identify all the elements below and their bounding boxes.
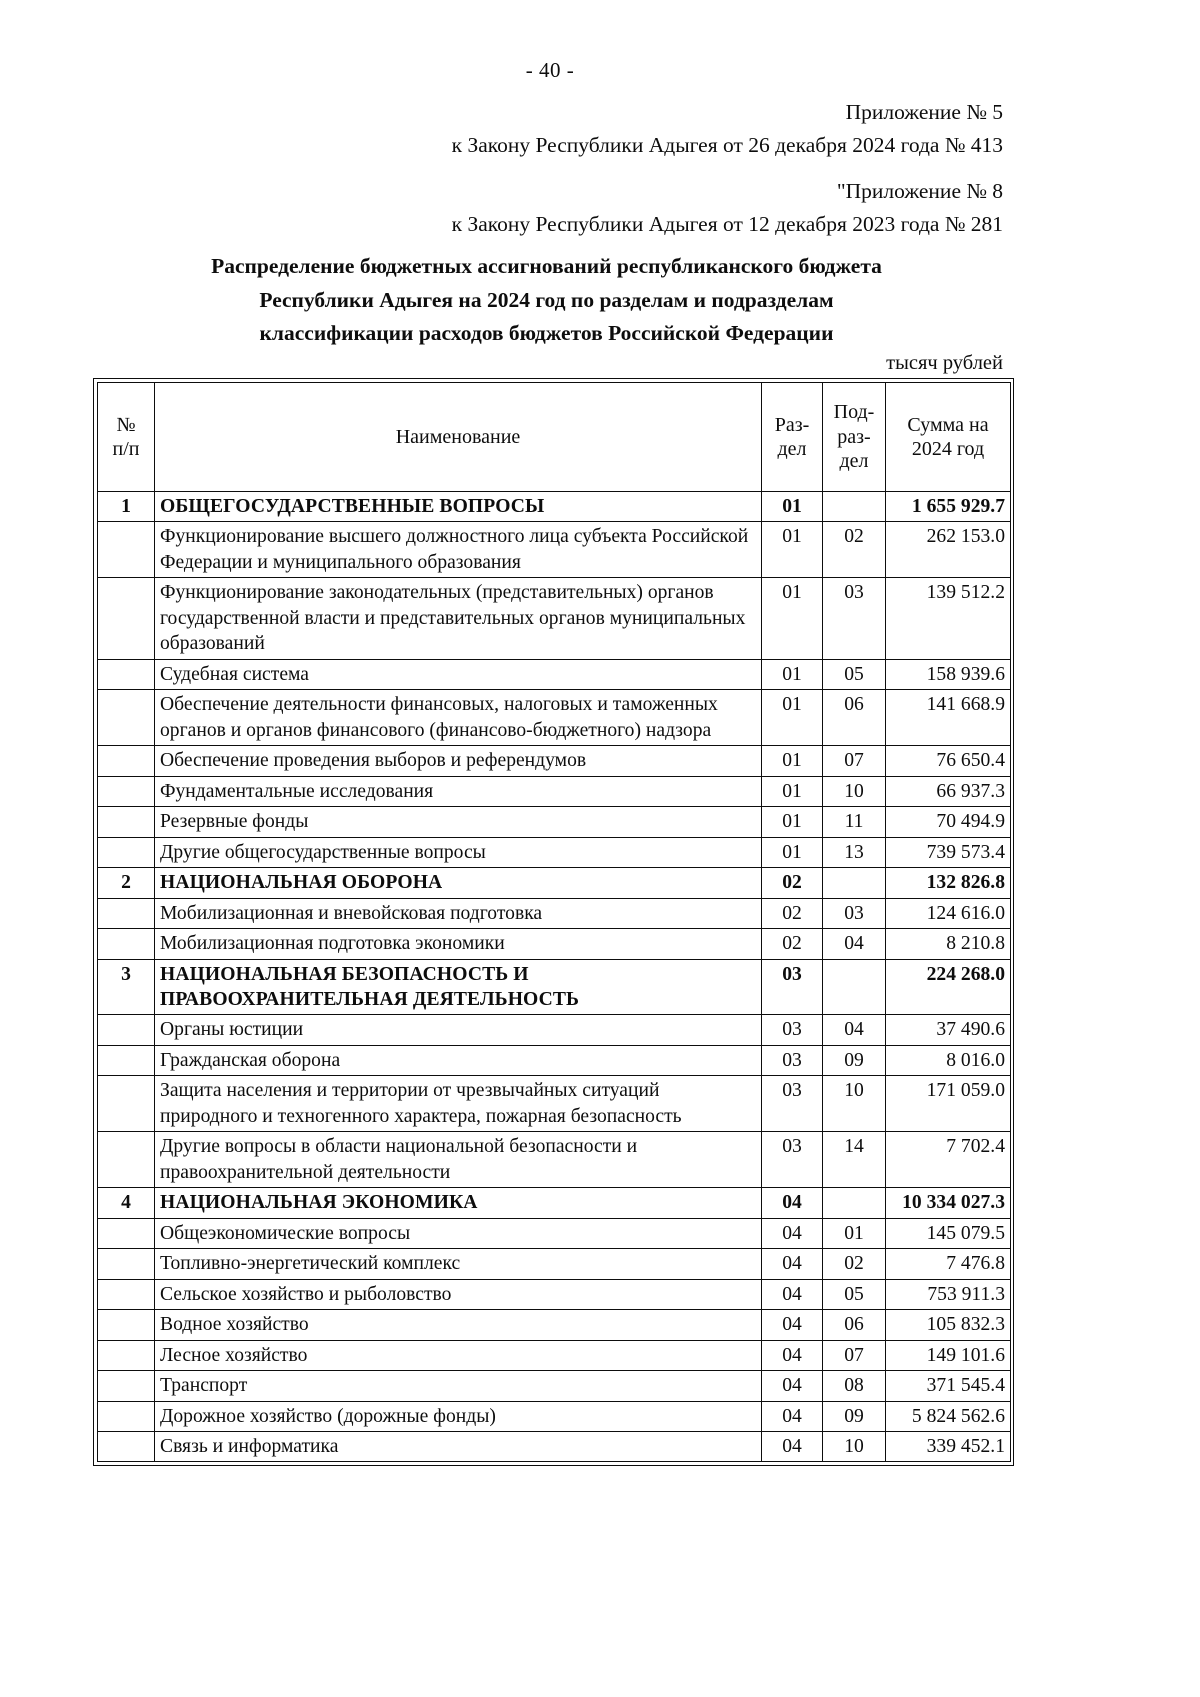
cell-sum: 1 655 929.7 xyxy=(886,492,1011,522)
cell-number xyxy=(98,898,155,928)
cell-number xyxy=(98,1340,155,1370)
cell-razdel: 04 xyxy=(762,1340,823,1370)
cell-razdel: 03 xyxy=(762,959,823,1015)
table-row xyxy=(98,929,1011,959)
cell-number xyxy=(98,1310,155,1340)
cell-podrazdel xyxy=(823,1188,886,1218)
table-body xyxy=(98,492,1011,1462)
cell-razdel: 03 xyxy=(762,1015,823,1045)
cell-number xyxy=(98,1249,155,1279)
cell-razdel: 03 xyxy=(762,1132,823,1188)
cell-name: Судебная система xyxy=(155,659,762,689)
cell-number xyxy=(98,1279,155,1309)
cell-name: Обеспечение проведения выборов и референдумов xyxy=(155,746,762,776)
table-row xyxy=(98,1371,1011,1401)
cell-podrazdel: 11 xyxy=(823,807,886,837)
page-title-line-1: Распределение бюджетных ассигнований республиканского бюджета xyxy=(211,254,882,278)
column-header-podrazdel xyxy=(823,383,886,492)
page-title-line-2: Республики Адыгея на 2024 год по разделам и подразделам xyxy=(259,287,834,312)
cell-name: Фундаментальные исследования xyxy=(155,776,762,806)
cell-number xyxy=(98,1371,155,1401)
cell-podrazdel: 10 xyxy=(823,1432,886,1462)
cell-number: 1 xyxy=(98,492,155,522)
cell-sum: 7 702.4 xyxy=(886,1132,1011,1188)
appendix-reference-original xyxy=(452,175,1003,240)
cell-name: НАЦИОНАЛЬНАЯ ЭКОНОМИКА xyxy=(155,1188,762,1218)
cell-razdel: 04 xyxy=(762,1401,823,1431)
cell-podrazdel xyxy=(823,492,886,522)
cell-podrazdel: 02 xyxy=(823,522,886,578)
cell-sum: 141 668.9 xyxy=(886,690,1011,746)
cell-number xyxy=(98,578,155,659)
cell-number xyxy=(98,929,155,959)
cell-number xyxy=(98,776,155,806)
cell-sum: 105 832.3 xyxy=(886,1310,1011,1340)
table-row xyxy=(98,1279,1011,1309)
cell-sum: 7 476.8 xyxy=(886,1249,1011,1279)
cell-number xyxy=(98,807,155,837)
column-header-razdel-line2: дел xyxy=(777,438,807,460)
cell-sum: 132 826.8 xyxy=(886,868,1011,898)
appendix-law-reference: к Закону Республики Адыгея от 12 декабря 2023 года № 281 xyxy=(451,211,1003,236)
cell-sum: 139 512.2 xyxy=(886,578,1011,659)
cell-name: Топливно-энергетический комплекс xyxy=(155,1249,762,1279)
table-row xyxy=(98,1218,1011,1248)
cell-razdel: 01 xyxy=(762,776,823,806)
cell-podrazdel: 05 xyxy=(823,1279,886,1309)
cell-podrazdel: 08 xyxy=(823,1371,886,1401)
cell-sum: 339 452.1 xyxy=(886,1432,1011,1462)
appendix-number: Приложение № 5 xyxy=(845,100,1003,124)
table-row xyxy=(98,898,1011,928)
column-header-number-line2: п/п xyxy=(112,438,140,460)
cell-name: ОБЩЕГОСУДАРСТВЕННЫЕ ВОПРОСЫ xyxy=(155,492,762,522)
cell-sum: 8 016.0 xyxy=(886,1045,1011,1075)
cell-number xyxy=(98,690,155,746)
cell-number xyxy=(98,837,155,867)
cell-razdel: 01 xyxy=(762,690,823,746)
cell-podrazdel: 07 xyxy=(823,746,886,776)
cell-number xyxy=(98,1015,155,1045)
cell-sum: 76 650.4 xyxy=(886,746,1011,776)
column-header-number-line1: № xyxy=(116,413,136,436)
column-header-number xyxy=(98,383,155,492)
table-row xyxy=(98,1076,1011,1132)
cell-number xyxy=(98,746,155,776)
cell-sum: 158 939.6 xyxy=(886,659,1011,689)
cell-name: Функционирование высшего должностного лица субъекта Российской Федерации и муниципального образования xyxy=(155,522,762,578)
cell-podrazdel: 04 xyxy=(823,1015,886,1045)
cell-number: 2 xyxy=(98,868,155,898)
cell-razdel: 01 xyxy=(762,522,823,578)
table-row xyxy=(98,492,1011,522)
table-row xyxy=(98,1015,1011,1045)
cell-razdel: 03 xyxy=(762,1076,823,1132)
cell-name: НАЦИОНАЛЬНАЯ ОБОРОНА xyxy=(155,868,762,898)
table-row xyxy=(98,690,1011,746)
column-header-podrazdel-line3: дел xyxy=(839,450,869,473)
cell-razdel: 04 xyxy=(762,1310,823,1340)
table-header-row xyxy=(98,383,1011,492)
table-row xyxy=(98,1188,1011,1218)
cell-sum: 753 911.3 xyxy=(886,1279,1011,1309)
cell-name: Обеспечение деятельности финансовых, налоговых и таможенных органов и органов финансового (финансово-бюджетного) надзора xyxy=(155,690,762,746)
cell-razdel: 02 xyxy=(762,929,823,959)
cell-name: Гражданская оборона xyxy=(155,1045,762,1075)
cell-podrazdel: 03 xyxy=(823,578,886,659)
cell-razdel: 04 xyxy=(762,1188,823,1218)
cell-podrazdel: 05 xyxy=(823,659,886,689)
cell-name: Органы юстиции xyxy=(155,1015,762,1045)
table-header xyxy=(98,383,1011,492)
table-row xyxy=(98,746,1011,776)
table-row xyxy=(98,1432,1011,1462)
cell-name: Функционирование законодательных (представительных) органов государственной власти и представительных органов муниципальных образований xyxy=(155,578,762,659)
cell-podrazdel: 09 xyxy=(823,1045,886,1075)
table-row xyxy=(98,1132,1011,1188)
cell-number xyxy=(98,1132,155,1188)
cell-podrazdel: 09 xyxy=(823,1401,886,1431)
cell-podrazdel: 01 xyxy=(823,1218,886,1248)
column-header-razdel xyxy=(762,383,823,492)
cell-number: 3 xyxy=(98,959,155,1015)
cell-name: Защита населения и территории от чрезвычайных ситуаций природного и техногенного характера, пожарная безопасность xyxy=(155,1076,762,1132)
column-header-sum-line2: 2024 год xyxy=(911,438,985,460)
table-row xyxy=(98,868,1011,898)
cell-razdel: 01 xyxy=(762,746,823,776)
units-note: тысяч рублей xyxy=(886,352,1003,374)
cell-number: 4 xyxy=(98,1188,155,1218)
table-row xyxy=(98,522,1011,578)
cell-podrazdel: 10 xyxy=(823,776,886,806)
column-header-podrazdel-line2: раз- xyxy=(837,425,871,448)
cell-razdel: 02 xyxy=(762,898,823,928)
cell-number xyxy=(98,522,155,578)
cell-sum: 371 545.4 xyxy=(886,1371,1011,1401)
cell-razdel: 01 xyxy=(762,578,823,659)
cell-number xyxy=(98,1432,155,1462)
cell-podrazdel: 07 xyxy=(823,1340,886,1370)
budget-table-container xyxy=(97,382,1010,1462)
cell-podrazdel: 03 xyxy=(823,898,886,928)
column-header-sum xyxy=(886,383,1011,492)
cell-name: Общеэкономические вопросы xyxy=(155,1218,762,1248)
table-row xyxy=(98,578,1011,659)
table-row xyxy=(98,776,1011,806)
cell-podrazdel xyxy=(823,868,886,898)
cell-podrazdel: 14 xyxy=(823,1132,886,1188)
cell-razdel: 04 xyxy=(762,1371,823,1401)
cell-podrazdel xyxy=(823,959,886,1015)
appendix-reference-new xyxy=(452,96,1003,161)
cell-razdel: 02 xyxy=(762,868,823,898)
table-row xyxy=(98,659,1011,689)
cell-podrazdel: 02 xyxy=(823,1249,886,1279)
cell-razdel: 04 xyxy=(762,1218,823,1248)
table-row xyxy=(98,837,1011,867)
cell-name: Мобилизационная и вневойсковая подготовка xyxy=(155,898,762,928)
cell-sum: 124 616.0 xyxy=(886,898,1011,928)
cell-name: Лесное хозяйство xyxy=(155,1340,762,1370)
table-row xyxy=(98,1340,1011,1370)
cell-razdel: 01 xyxy=(762,807,823,837)
cell-name: Другие вопросы в области национальной безопасности и правоохранительной деятельности xyxy=(155,1132,762,1188)
cell-name: Мобилизационная подготовка экономики xyxy=(155,929,762,959)
cell-podrazdel: 06 xyxy=(823,1310,886,1340)
cell-name: Транспорт xyxy=(155,1371,762,1401)
cell-razdel: 04 xyxy=(762,1279,823,1309)
cell-number xyxy=(98,1401,155,1431)
cell-name: Дорожное хозяйство (дорожные фонды) xyxy=(155,1401,762,1431)
cell-name: НАЦИОНАЛЬНАЯ БЕЗОПАСНОСТЬ И ПРАВООХРАНИТЕЛЬНАЯ ДЕЯТЕЛЬНОСТЬ xyxy=(155,959,762,1015)
cell-sum: 739 573.4 xyxy=(886,837,1011,867)
cell-name: Водное хозяйство xyxy=(155,1310,762,1340)
cell-number xyxy=(98,659,155,689)
table-row xyxy=(98,1045,1011,1075)
table-row xyxy=(98,1249,1011,1279)
budget-allocation-table xyxy=(97,382,1011,1462)
table-row xyxy=(98,1401,1011,1431)
cell-sum: 70 494.9 xyxy=(886,807,1011,837)
cell-sum: 10 334 027.3 xyxy=(886,1188,1011,1218)
page-title xyxy=(0,250,1093,351)
page-number: - 40 - xyxy=(525,58,575,82)
appendix-number: "Приложение № 8 xyxy=(836,179,1003,203)
cell-razdel: 03 xyxy=(762,1045,823,1075)
cell-podrazdel: 04 xyxy=(823,929,886,959)
cell-sum: 149 101.6 xyxy=(886,1340,1011,1370)
cell-sum: 8 210.8 xyxy=(886,929,1011,959)
table-row xyxy=(98,959,1011,1015)
cell-razdel: 04 xyxy=(762,1249,823,1279)
appendix-law-reference: к Закону Республики Адыгея от 26 декабря 2024 года № 413 xyxy=(451,132,1003,157)
table-row xyxy=(98,807,1011,837)
column-header-sum-line1: Сумма на xyxy=(907,413,989,436)
cell-sum: 145 079.5 xyxy=(886,1218,1011,1248)
cell-name: Другие общегосударственные вопросы xyxy=(155,837,762,867)
cell-podrazdel: 06 xyxy=(823,690,886,746)
cell-number xyxy=(98,1076,155,1132)
cell-sum: 5 824 562.6 xyxy=(886,1401,1011,1431)
column-header-podrazdel-line1: Под- xyxy=(833,401,875,424)
cell-podrazdel: 13 xyxy=(823,837,886,867)
cell-sum: 171 059.0 xyxy=(886,1076,1011,1132)
cell-number xyxy=(98,1218,155,1248)
cell-number xyxy=(98,1045,155,1075)
cell-name: Сельское хозяйство и рыболовство xyxy=(155,1279,762,1309)
cell-razdel: 01 xyxy=(762,659,823,689)
cell-podrazdel: 10 xyxy=(823,1076,886,1132)
cell-razdel: 01 xyxy=(762,492,823,522)
column-header-name: Наименование xyxy=(155,383,762,492)
cell-sum: 37 490.6 xyxy=(886,1015,1011,1045)
page-title-line-3: классификации расходов бюджетов Российской Федерации xyxy=(259,321,834,346)
cell-razdel: 04 xyxy=(762,1432,823,1462)
cell-name: Резервные фонды xyxy=(155,807,762,837)
cell-razdel: 01 xyxy=(762,837,823,867)
table-row xyxy=(98,1310,1011,1340)
cell-sum: 224 268.0 xyxy=(886,959,1011,1015)
cell-name: Связь и информатика xyxy=(155,1432,762,1462)
cell-sum: 262 153.0 xyxy=(886,522,1011,578)
cell-sum: 66 937.3 xyxy=(886,776,1011,806)
column-header-razdel-line1: Раз- xyxy=(774,413,810,436)
